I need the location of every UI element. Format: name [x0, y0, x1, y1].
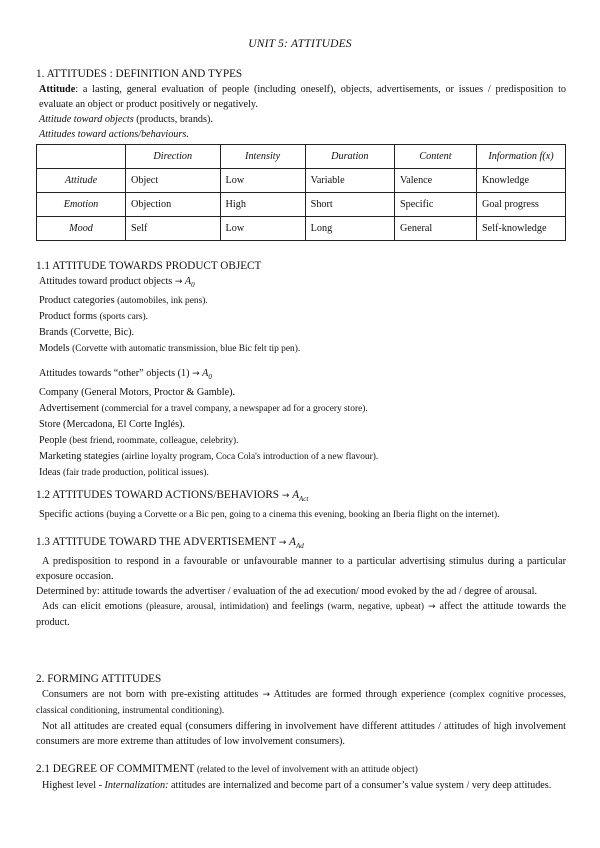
table-row-header: Mood [37, 217, 126, 241]
section-1-3-heading [36, 535, 566, 554]
forming-paragraph-2: Not all attitudes are created equal (consumers differing in involvement have different attitudes / attitudes of high involvement consumers are more extreme than attitudes of low involvement consumers). [36, 721, 566, 747]
attitude-actions-text: Attitudes toward actions/behaviours. [39, 129, 189, 140]
list-item-lead: Product categories [39, 295, 118, 306]
list-item-detail: (sports cars). [99, 312, 148, 322]
ad-paragraph-3-c: affect the attitude towards the product. [36, 601, 566, 628]
section-2-heading: 2. FORMING ATTITUDES [36, 673, 162, 685]
attitude-symbol-sub: Act [299, 495, 309, 503]
list-item-lead: Advertisement [39, 403, 102, 414]
commitment-rest: attitudes are internalized and become part of a consumer’s value system / very deep attitudes. [168, 780, 552, 791]
table-header-cell: Duration [305, 145, 394, 169]
list-item [36, 341, 566, 357]
list-item [36, 293, 566, 309]
table-cell: Low [220, 169, 305, 193]
list-item-lead: Models [39, 343, 73, 354]
list-item-lead: Marketing stategies [39, 451, 122, 462]
actions-text-detail: (buying a Corvette or a Bic pen, going to a cinema this evening, booking an Iberia flight on the internet). [106, 510, 500, 520]
section-1-2-heading [36, 488, 566, 507]
intro-text: Attitudes toward product objects [39, 276, 173, 287]
list-item-detail: (Corvette with automatic transmission, blue Bic felt tip pen). [72, 344, 301, 354]
ad-paragraph-3-a: Ads can elicit emotions [42, 601, 147, 612]
arrow-icon: → [174, 277, 183, 287]
attitude-symbol: A [289, 536, 296, 548]
product-objects-intro [36, 274, 566, 293]
list-item [36, 449, 566, 465]
commitment-lead: Highest level - [42, 780, 105, 791]
list-item-lead: People [39, 435, 70, 446]
list-item-detail: (commercial for a travel company, a newspaper ad for a grocery store). [101, 404, 368, 414]
table-cell: Valence [394, 169, 476, 193]
table-row-header: Emotion [37, 193, 126, 217]
list-item [36, 309, 566, 325]
table-cell: Long [305, 217, 394, 241]
table-cell: Low [220, 217, 305, 241]
section-2-1-heading [36, 762, 566, 778]
section-2-1-heading-text: 2.1 DEGREE OF COMMITMENT [36, 763, 195, 775]
list-item [36, 433, 566, 449]
section-1-3 [36, 535, 566, 630]
section-1-1-heading: 1.1 ATTITUDE TOWARDS PRODUCT OBJECT [36, 260, 262, 272]
table-cell: Objection [126, 193, 221, 217]
attitude-objects-line [36, 112, 566, 127]
section-2-1-heading-note: (related to the level of involvement with an attitude object) [194, 765, 418, 775]
arrow-icon: → [427, 602, 436, 612]
section-2-1 [36, 762, 566, 793]
list-item [36, 325, 566, 341]
forming-paragraph-1-b: Attitudes are formed through experience [270, 689, 450, 700]
table-cell: General [394, 217, 476, 241]
table-cell: Specific [394, 193, 476, 217]
commitment-paragraph [36, 778, 566, 793]
forming-paragraph-1-detail: (complex cognitive processes, classical conditioning, instrumental conditioning). [36, 690, 566, 716]
ad-paragraph-3-feelings: (warm, negative, upbeat) [327, 602, 425, 612]
list-item [36, 401, 566, 417]
section-1-1 [36, 259, 566, 357]
list-item-lead: Ideas [39, 467, 64, 478]
ad-paragraph-1: A predisposition to respond in a favourable or unfavourable manner to a particular advertising stimulus during a particular exposure occasion. [36, 556, 566, 582]
table-row [37, 217, 566, 241]
section-1-2 [36, 488, 566, 523]
section-2 [36, 672, 566, 749]
table-cell: Knowledge [477, 169, 566, 193]
attitude-symbol-sub: 0 [208, 373, 212, 381]
table-header-cell: Direction [126, 145, 221, 169]
list-item-lead: Store (Mercadona, El Corte Inglés). [39, 419, 185, 430]
arrow-icon: → [192, 369, 200, 379]
actions-text [36, 507, 566, 523]
intro-text: Attitudes towards “other” objects (1) [39, 368, 190, 379]
table-header-cell [37, 145, 126, 169]
attitude-definition [36, 82, 566, 112]
list-item [36, 385, 566, 401]
table-header-cell: Information f(x) [477, 145, 566, 169]
table-cell: Object [126, 169, 221, 193]
attitude-symbol: A [202, 368, 209, 379]
list-item-lead: Company (General Motors, Proctor & Gamble). [39, 387, 236, 398]
attitude-symbol-sub: 0 [191, 281, 195, 289]
section-1-3-heading-text: 1.3 ATTITUDE TOWARD THE ADVERTISEMENT [36, 536, 276, 548]
table-row-header: Attitude [37, 169, 126, 193]
table-cell: Self [126, 217, 221, 241]
list-item [36, 417, 566, 433]
table-header-cell: Intensity [220, 145, 305, 169]
table-cell: Goal progress [477, 193, 566, 217]
list-item-detail: (automobiles, ink pens). [117, 296, 208, 306]
attitude-symbol: A [292, 489, 300, 501]
attitude-actions-line [36, 127, 566, 142]
table-header-row [37, 145, 566, 169]
actions-text-lead: Specific actions [39, 509, 107, 520]
page-title: UNIT 5: ATTITUDES [248, 38, 352, 50]
list-item-detail: (airline loyalty program, Coca Cola's introduction of a new flavour). [121, 452, 379, 462]
table-row [37, 193, 566, 217]
table-row [37, 169, 566, 193]
list-item-detail: (fair trade production, political issues). [63, 468, 209, 478]
attitude-symbol: A [184, 276, 192, 287]
ad-paragraph-2: Determined by: attitude towards the advertiser / evaluation of the ad execution/ mood evoked by the ad / degree of arousal. [36, 586, 537, 597]
list-item [36, 465, 566, 481]
other-objects-intro [36, 366, 566, 385]
attitude-term: Attitude [39, 84, 76, 95]
ad-paragraph-3-emotions: (pleasure, arousal, intimidation) [146, 602, 269, 612]
other-objects-block [36, 366, 566, 481]
attitude-objects-term: Attitude toward objects [39, 114, 134, 125]
forming-paragraph-1-a: Consumers are not born with pre-existing attitudes [42, 689, 259, 700]
list-item-detail: (best friend, roommate, colleague, celebrity). [69, 436, 239, 446]
section-1-heading: 1. ATTITUDES : DEFINITION AND TYPES [36, 68, 243, 80]
attitude-symbol-sub: Ad [295, 542, 304, 550]
arrow-icon: → [262, 690, 271, 700]
table-header-cell: Content [394, 145, 476, 169]
ad-paragraph-3 [36, 599, 566, 630]
forming-paragraph-1 [36, 687, 566, 719]
internalization-term: Internalization: [104, 780, 169, 791]
list-item-lead: Product forms [39, 311, 100, 322]
list-item-lead: Brands (Corvette, Bic). [39, 327, 135, 338]
ad-paragraph-3-b: and feelings [268, 601, 328, 612]
table-cell: Variable [305, 169, 394, 193]
arrow-icon: → [281, 491, 290, 501]
section-1 [36, 67, 566, 142]
table-cell: Self-knowledge [477, 217, 566, 241]
arrow-icon: → [278, 538, 287, 548]
attitude-objects-rest: (products, brands). [133, 114, 213, 125]
section-1-2-heading-text: 1.2 ATTITUDES TOWARD ACTIONS/BEHAVIORS [36, 489, 280, 501]
attitude-definition-text: : a lasting, general evaluation of people (including oneself), objects, advertisements, or issues / predisposition to evaluate an object or product positively or negatively. [39, 84, 566, 110]
table-cell: Short [305, 193, 394, 217]
attitude-comparison-table [36, 144, 566, 241]
table-cell: High [220, 193, 305, 217]
